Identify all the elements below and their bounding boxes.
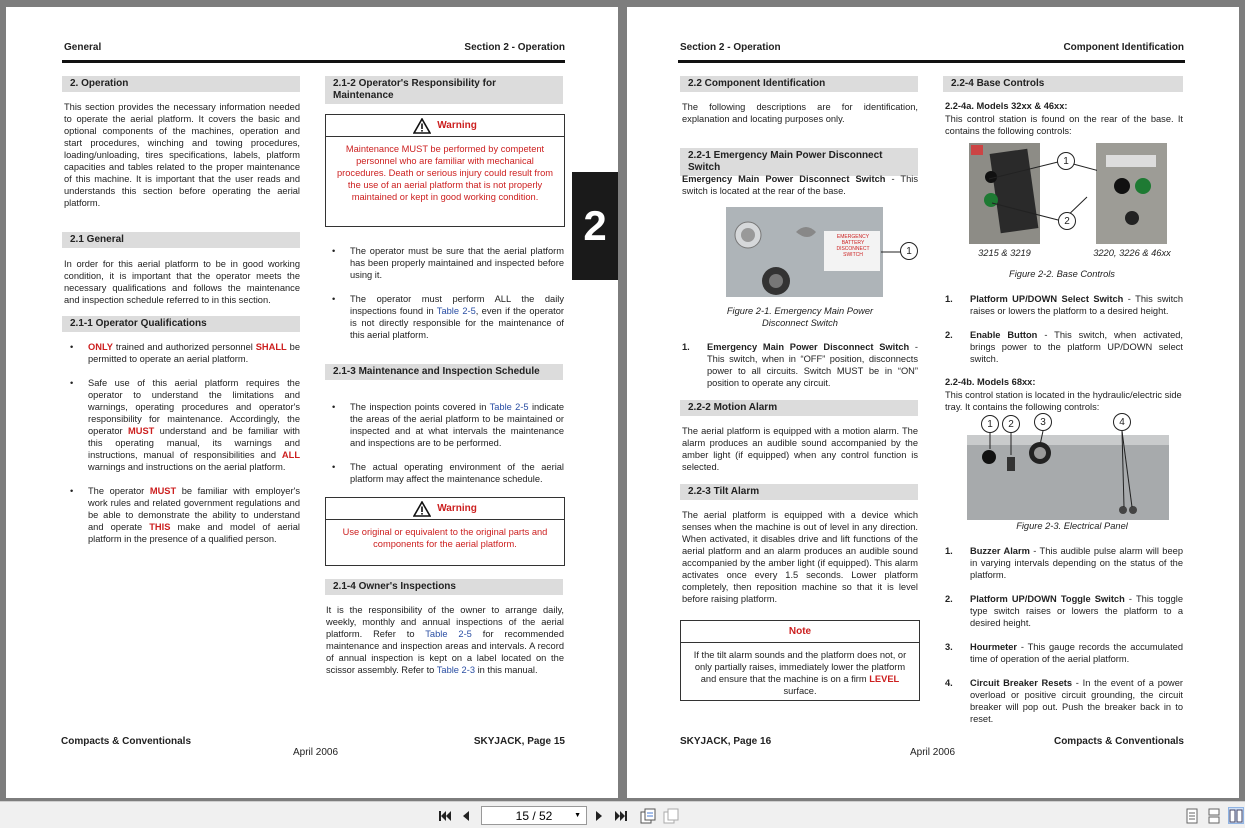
- emphasis: ONLY: [88, 342, 113, 352]
- list-item: [945, 593, 1183, 629]
- list-text: Safe use of this aerial platform requires the operator to understand the limitations and warnings, operating procedures and operator's responsibility for maintenance. Accordingly, the operator: [88, 378, 300, 436]
- item-number: 1.: [945, 546, 953, 556]
- text: - This switch raises or lowers the platform to a desired height.: [970, 294, 1183, 316]
- page-number-select[interactable]: [481, 806, 587, 825]
- footer-page: SKYJACK, Page 16: [680, 736, 772, 747]
- callout-leaders: [982, 425, 1142, 515]
- callout-2: 2: [1002, 415, 1020, 433]
- list-item: • The operator must be sure that the aerial platform has been properly maintained and inspected before using it.: [326, 245, 564, 281]
- footer-title: Compacts & Conventionals: [61, 736, 192, 747]
- list-text: trained and authorized personnel: [112, 342, 256, 352]
- bold-text: Emergency Main Power Disconnect Switch: [707, 342, 910, 352]
- first-page-icon: [438, 810, 452, 822]
- section-heading: 2.1-2 Operator's Responsibility for Maintenance: [325, 76, 563, 104]
- responsibility-list: [326, 245, 564, 353]
- right-header-section: Section 2 - Operation: [680, 42, 781, 53]
- warning-title-row: [326, 498, 564, 520]
- fit-width-button[interactable]: [662, 807, 680, 824]
- table-link[interactable]: Table 2-5: [436, 306, 476, 316]
- prev-page-icon: [462, 810, 470, 822]
- first-page-button[interactable]: [437, 807, 453, 824]
- callout-2: 2: [1058, 212, 1076, 230]
- base-controls-photo-right: [1096, 143, 1167, 244]
- qualification-list: [64, 341, 300, 557]
- list-item: • The actual operating environment of the aerial platform may affect the maintenance schedule.: [326, 461, 564, 485]
- bold-text: Buzzer Alarm: [970, 546, 1030, 556]
- list-item: [64, 377, 300, 473]
- list-item: [64, 341, 300, 365]
- two-page-icon: [1229, 809, 1243, 823]
- text: - This switch, when activated, brings power to the platform UP/DOWN select switch.: [970, 330, 1183, 364]
- bold-text: Emergency Main Power Disconnect Switch: [682, 174, 886, 184]
- schedule-list: [326, 401, 564, 497]
- continuous-view-button[interactable]: [1207, 807, 1221, 824]
- text: - This audible pulse alarm will beep in varying intervals depending on the status of the platform.: [970, 546, 1183, 580]
- callout-1: 1: [1057, 152, 1075, 170]
- section-heading: 2.1-1 Operator Qualifications: [62, 316, 300, 332]
- item-number: 2.: [945, 330, 953, 340]
- list-text: The inspection points covered in: [350, 402, 490, 412]
- item-number: 2.: [945, 594, 953, 604]
- subsection-title: 2.2-4a. Models 32xx & 46xx:: [945, 101, 1068, 111]
- list-item: [945, 545, 1183, 581]
- list-item: [682, 341, 918, 389]
- warning-title: Warning: [437, 119, 477, 131]
- text: - This switch is located at the rear of the base.: [682, 174, 918, 196]
- section-text: The aerial platform is equipped with a device which senses when the machine is out of level in any direction. When activated, it disables drive and lift functions of the aerial platform and an alarm produces an audible sound accompanied by the amber light (if equipped). This alarm activates once every 1.5 seconds. Lower platform completely, then reposition machine so that it is level before raising platform.: [682, 510, 918, 604]
- two-page-view-button[interactable]: [1228, 807, 1244, 824]
- bold-text: Platform UP/DOWN Select Switch: [970, 294, 1124, 304]
- section-text: This control station is found on the rear of the base. It contains the following controls:: [945, 114, 1183, 136]
- list-text: , even if the operator is not directly responsible for the maintenance of this aerial platform.: [350, 306, 564, 340]
- callout-4: 4: [1113, 413, 1131, 431]
- warning-icon: [413, 118, 431, 134]
- list-item: [945, 293, 1183, 317]
- section-heading: 2.1-3 Maintenance and Inspection Schedule: [325, 364, 563, 380]
- section-text: This section provides the necessary information needed to operate the aerial platform. It covers the basic and optional components of the machines, operation and start procedures, winching and towing procedures, loading/unloading, tires specifications, labels, platform capacities and tables related to the proper maintenance of this machine. It is important that the user reads and understands this section before operating the aerial platform.: [64, 102, 300, 208]
- section-text: The aerial platform is equipped with a motion alarm. The alarm produces an audible sound accompanied by the amber light (if equipped) when any control function is selected.: [682, 426, 918, 472]
- text: - This toggle type switch raises or lowers the platform to a desired height.: [970, 594, 1183, 628]
- warning-text: Use original or equivalent to the original parts and components for the aerial platform.: [342, 527, 548, 549]
- section-heading: 2.2-1 Emergency Main Power Disconnect Switch: [680, 148, 918, 176]
- figure-caption: Figure 2-1. Emergency Main Power Disconnect Switch: [726, 306, 874, 328]
- item-number: 4.: [945, 678, 953, 688]
- list-text: indicate the areas of the aerial platform to be maintained or inspected and at what intervals the maintenance and inspections are to be performed.: [350, 402, 564, 448]
- emphasis: THIS: [149, 522, 171, 532]
- list-text: be permitted to operate an aerial platform.: [88, 342, 300, 364]
- table-link[interactable]: Table 2-3: [436, 665, 475, 675]
- section-tab: 2: [572, 172, 618, 280]
- warning-text: Maintenance MUST be performed by competent personnel who are familiar with mechanical procedures. Death or serious injury could result from the use of an aerial platform that is not properly maintained or kept in good working condition.: [337, 144, 553, 202]
- list-text: understand and be familiar with this operating manual, its warnings and instructions, manual of responsibilities and: [88, 426, 300, 460]
- section-heading: 2.1-4 Owner's Inspections: [325, 579, 563, 595]
- callout-3: 3: [1034, 413, 1052, 431]
- switch-label: EMERGENCY BATTERY DISCONNECT SWITCH: [836, 234, 870, 258]
- emergency-switch-list: [682, 341, 918, 401]
- list-item: [945, 677, 1183, 725]
- right-page: [627, 7, 1239, 798]
- text: - This gauge records the accumulated time of operation of the aerial platform.: [970, 642, 1183, 664]
- subsection-title: 2.2-4b. Models 68xx:: [945, 377, 1036, 387]
- fit-page-icon: [640, 808, 656, 824]
- figure-caption: Figure 2-3. Electrical Panel: [1016, 521, 1128, 531]
- section-text: [682, 173, 918, 197]
- base-controls-illustration: [1096, 143, 1167, 244]
- emergency-switch-photo: [726, 207, 883, 297]
- callout-leaders: [987, 157, 1097, 227]
- warning-title: Warning: [437, 502, 477, 514]
- warning-title-row: [326, 115, 564, 137]
- list-item: [64, 485, 300, 545]
- section-heading: 2. Operation: [62, 76, 300, 92]
- emphasis: MUST: [149, 486, 177, 496]
- header-rule: [62, 60, 565, 63]
- text: in this manual.: [475, 665, 538, 675]
- item-number: 1.: [945, 294, 953, 304]
- list-item: [945, 329, 1183, 365]
- callout-1: 1: [981, 415, 999, 433]
- single-page-view-button[interactable]: [1185, 807, 1199, 824]
- fit-width-icon: [663, 808, 679, 824]
- last-page-button[interactable]: [613, 807, 629, 824]
- photo-label: 3220, 3226 & 46xx: [1093, 248, 1171, 258]
- text: - This switch, when in “OFF” position, disconnects power to all circuits. Switch MUST be in “ON” position to operate any circuit.: [707, 342, 918, 388]
- emphasis: ALL: [281, 450, 300, 460]
- callout-1: 1: [900, 242, 918, 260]
- text: If the tilt alarm sounds and the platform does not, or only partially raises, immediately lower the platform and ensure that the machine is on a firm: [693, 650, 907, 684]
- list-text: The operator must perform ALL the daily inspections found in: [350, 294, 564, 316]
- left-page: [6, 7, 618, 798]
- list-item: [326, 401, 564, 449]
- list-text: be familiar with employer's work rules and related government regulations and be able to demonstrate the ability to understand and operate: [88, 486, 300, 532]
- footer-date: April 2006: [293, 747, 339, 758]
- text: surface.: [783, 686, 817, 696]
- continuous-page-icon: [1208, 808, 1220, 824]
- footer-page: SKYJACK, Page 15: [473, 736, 565, 747]
- base-controls-list: [945, 293, 1183, 377]
- electrical-panel-list: [945, 545, 1183, 737]
- section-text: [326, 604, 564, 676]
- next-page-icon: [595, 810, 603, 822]
- note-title: Note: [681, 621, 919, 643]
- table-link[interactable]: Table 2-5: [489, 402, 529, 412]
- viewer-toolbar: [0, 801, 1245, 828]
- page-indicator: 15 / 52: [515, 808, 553, 823]
- last-page-icon: [614, 810, 628, 822]
- bold-text: Hourmeter: [970, 642, 1018, 652]
- section-heading: 2.2-4 Base Controls: [943, 76, 1183, 92]
- text: It is the responsibility of the owner to arrange daily, weekly, monthly and annual inspections of the aerial platform. Refer to: [326, 605, 564, 639]
- section-heading: 2.1 General: [62, 232, 300, 248]
- fit-page-button[interactable]: [639, 807, 657, 824]
- warning-icon: [413, 501, 431, 517]
- section-text: The following descriptions are for identification, explanation and locating purposes only.: [682, 102, 918, 124]
- warning-box: [325, 497, 565, 566]
- section-heading: 2.2-3 Tilt Alarm: [680, 484, 918, 500]
- text: - In the event of a power overload or positive circuit grounding, the circuit breaker will pop out. Push the breaker back in to reset.: [970, 678, 1184, 724]
- list-text: warnings and instructions on the aerial platform.: [88, 462, 286, 472]
- bold-text: Enable Button: [970, 330, 1038, 340]
- note-box: [680, 620, 920, 701]
- note-text: [681, 643, 919, 703]
- list-item: [326, 293, 564, 341]
- single-page-icon: [1186, 808, 1198, 824]
- right-header-title: Component Identification: [1063, 42, 1184, 53]
- warning-box: [325, 114, 565, 227]
- emphasis: MUST: [127, 426, 155, 436]
- list-item: [945, 641, 1183, 665]
- header-rule: [678, 60, 1185, 63]
- section-heading: 2.2-2 Motion Alarm: [680, 400, 918, 416]
- section-heading: 2.2 Component Identification: [680, 76, 918, 92]
- emphasis: SHALL: [255, 342, 287, 352]
- bold-text: Platform UP/DOWN Toggle Switch: [970, 594, 1125, 604]
- item-number: 1.: [682, 342, 690, 352]
- left-header-section: Section 2 - Operation: [464, 42, 565, 53]
- table-link[interactable]: Table 2-5: [425, 629, 472, 639]
- figure-caption: Figure 2-2. Base Controls: [1009, 269, 1115, 279]
- emphasis: LEVEL: [869, 674, 900, 684]
- section-text: This control station is located in the hydraulic/electric side tray. It contains the following controls:: [945, 390, 1182, 412]
- bold-text: Circuit Breaker Resets: [970, 678, 1073, 688]
- section-text: In order for this aerial platform to be in good working condition, it is important that the operator meets the necessary qualifications and follows the maintenance and inspection schedule referred to in this section.: [64, 259, 300, 305]
- item-number: 3.: [945, 642, 953, 652]
- prev-page-button[interactable]: [460, 807, 472, 824]
- photo-label: 3215 & 3219: [978, 248, 1031, 258]
- footer-title: Compacts & Conventionals: [1053, 736, 1184, 747]
- left-header-title: General: [64, 42, 102, 53]
- next-page-button[interactable]: [593, 807, 605, 824]
- text: for recommended maintenance and inspection areas and intervals. A record of annual inspection is kept on a label located on the scissor assembly. Refer to: [326, 629, 564, 675]
- list-text: The operator: [88, 486, 150, 496]
- list-text: make and model of aerial platform in the presence of a qualified person.: [88, 522, 300, 544]
- footer-date: April 2006: [910, 747, 956, 758]
- dropdown-arrow-icon: ▼: [574, 812, 581, 819]
